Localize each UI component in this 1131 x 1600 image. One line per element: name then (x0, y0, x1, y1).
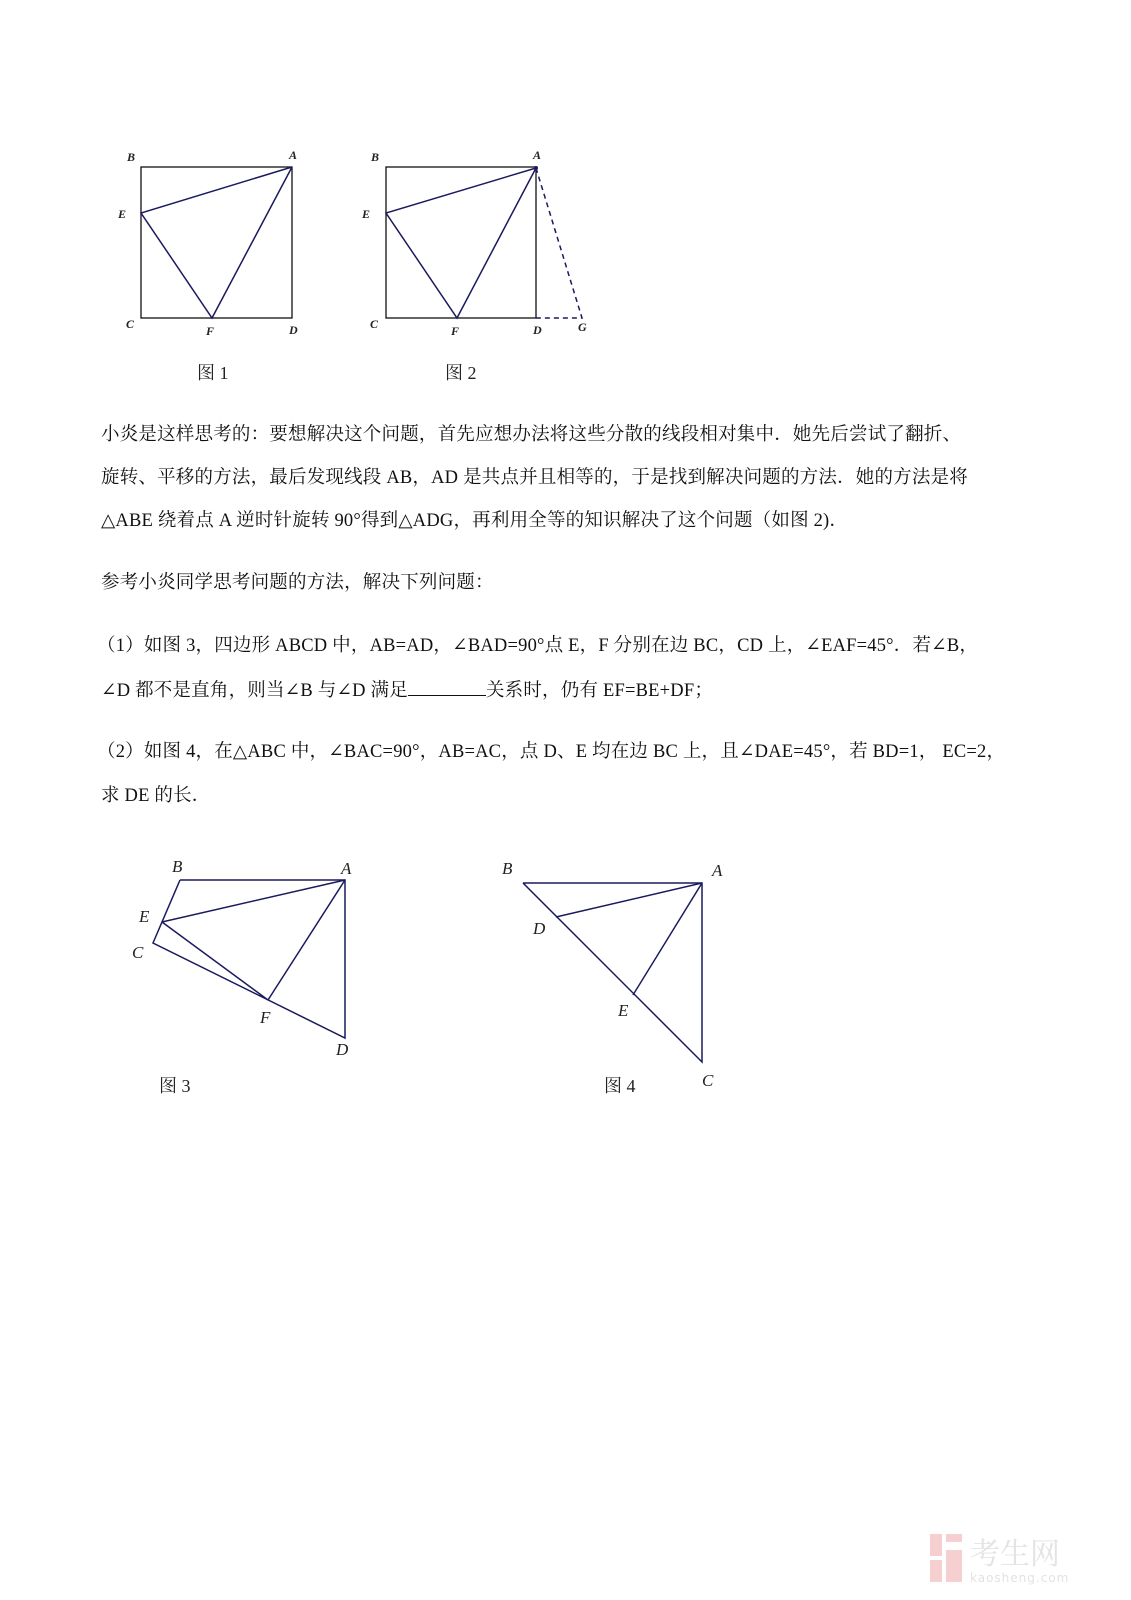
paragraph-1-line-1: 小炎是这样思考的：要想解决这个问题，首先应想办法将这些分散的线段相对集中．她先后尝试了翻折、 (101, 425, 962, 445)
fig3-label-c: C (132, 943, 144, 962)
fig2-label-b: B (371, 150, 380, 164)
fig3-line-ae (162, 880, 345, 922)
fig3-label-b: B (172, 857, 183, 876)
fig4-triangle-abc (523, 883, 702, 1062)
figure-1 (117, 148, 298, 383)
fig4-label-b: B (502, 859, 513, 878)
fig1-label-c: C (126, 317, 135, 331)
fig2-label-a: A (533, 148, 542, 162)
fig4-line-ae (633, 883, 702, 995)
fig2-triangle-aef (386, 168, 536, 318)
fig3-label-e: E (139, 907, 150, 926)
fig2-label-d: D (533, 323, 542, 337)
fig1-label-e: E (118, 207, 127, 221)
fig2-dashed-adg (536, 168, 582, 318)
figure-3-labels (132, 857, 352, 1096)
fig3-caption: 图 3 (159, 1076, 191, 1096)
paragraph-1-line-2: 旋转、平移的方法，最后发现线段 AB，AD 是共点并且相等的，于是找到解决问题的方法．她的方法是将 (101, 468, 968, 488)
fig1-label-a: A (289, 148, 298, 162)
svg-text:考生网: 考生网 (970, 1537, 1060, 1572)
fig1-label-f: F (206, 324, 215, 338)
fig1-label-d: D (289, 323, 298, 337)
answer-blank[interactable] (408, 677, 486, 696)
fig4-caption: 图 4 (604, 1076, 636, 1096)
question-1-line-1: （1）如图 3，四边形 ABCD 中，AB=AD，∠BAD=90°点 E，F 分别在边 BC，CD 上，∠EAF=45°．若∠B， (97, 636, 979, 656)
fig3-label-a: A (341, 859, 352, 878)
figure-3 (153, 880, 345, 1038)
question-2-line-1: （2）如图 4，在△ABC 中，∠BAC=90°，AB=AC，点 D、E 均在边 BC 上，且∠DAE=45°，若 BD=1， EC=2， (97, 742, 1006, 762)
fig3-line-af (268, 880, 345, 1000)
fig4-label-c: C (702, 1071, 714, 1090)
fig3-label-f: F (260, 1008, 271, 1027)
fig4-line-ad (556, 883, 702, 917)
paragraph-1-line-3: △ABE 绕着点 A 逆时针旋转 90°得到△ADG，再利用全等的知识解决了这个问题（如图 2)． (101, 511, 849, 531)
svg-text:kaosheng.com: kaosheng.com (970, 1571, 1070, 1585)
figure-2 (361, 148, 587, 383)
question-1-text-before: ∠D 都不是直角，则当∠B 与∠D 满足 (101, 681, 408, 701)
fig1-caption: 图 1 (197, 363, 229, 383)
fig3-line-ef (162, 922, 268, 1000)
question-2-line-2: 求 DE 的长． (101, 786, 211, 806)
fig4-label-e: E (618, 1001, 629, 1020)
paragraph-2: 参考小炎同学思考问题的方法，解决下列问题： (101, 573, 494, 593)
figure-4 (523, 883, 702, 1062)
fig2-square (386, 167, 536, 318)
question-1-text-after: 关系时，仍有 EF=BE+DF； (485, 681, 714, 701)
fig1-label-b: B (127, 150, 136, 164)
fig3-label-d: D (336, 1040, 349, 1059)
fig3-quadrilateral (153, 880, 345, 1038)
fig2-label-g: G (578, 320, 587, 334)
fig4-label-a: A (712, 861, 723, 880)
fig2-caption: 图 2 (445, 363, 477, 383)
question-1-line-2 (101, 677, 713, 703)
fig2-label-f: F (451, 324, 460, 338)
fig2-label-e: E (362, 207, 371, 221)
fig1-triangle-aef (141, 167, 292, 318)
fig4-label-d: D (533, 919, 546, 938)
watermark-logo (928, 1528, 1128, 1588)
fig2-label-c: C (370, 317, 379, 331)
